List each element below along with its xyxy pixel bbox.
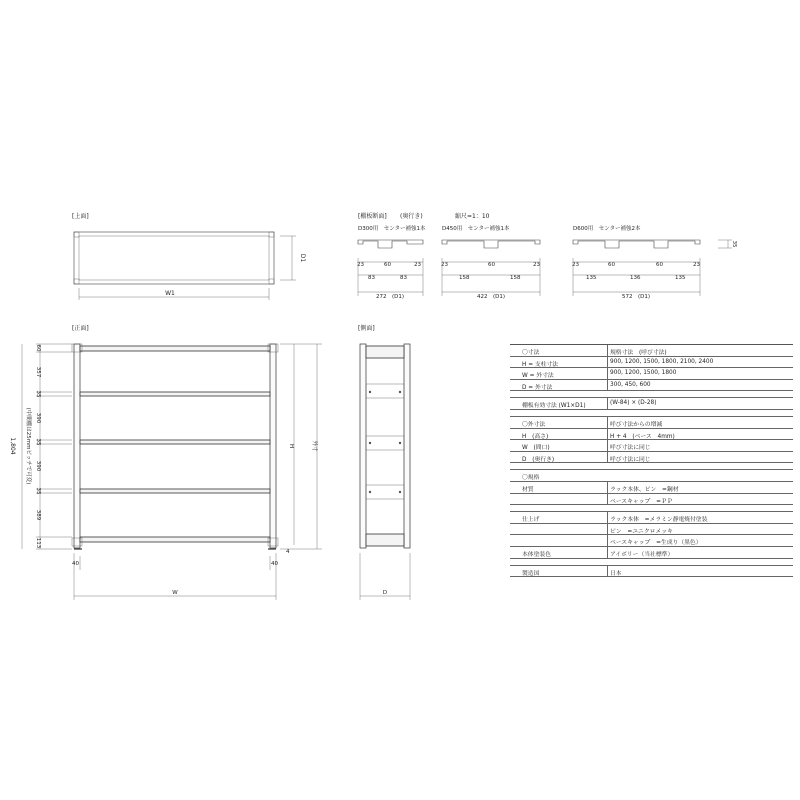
spec-row	[510, 452, 793, 464]
spec-key: 仕上げ	[522, 517, 540, 524]
spec-value: 日本	[610, 570, 622, 577]
d600-dim: 23	[693, 262, 700, 268]
spec-row	[510, 494, 793, 506]
spec-value: アイボリー（当社標準）	[610, 551, 674, 558]
front-left-dim: 35	[35, 487, 41, 495]
front-left-dim: 357	[35, 366, 41, 378]
spec-row	[510, 368, 793, 380]
spec-value: 900, 1200, 1500, 1800, 2100, 2400	[610, 358, 714, 365]
spec-row	[510, 547, 793, 559]
side-shelf	[366, 534, 404, 546]
front-view-title: [正面]	[72, 325, 89, 332]
section-depth-note: (奥行き)	[400, 213, 423, 220]
spec-key: 材質	[522, 486, 534, 493]
front-pitch-note: (中間棚は25mmピッチで可変)	[25, 407, 31, 485]
spec-row	[510, 398, 793, 410]
d1-label: D1	[299, 253, 306, 263]
d300-dim: 60	[384, 262, 391, 268]
d450-dim: 23	[441, 262, 448, 268]
top-view-title: [上面]	[72, 213, 89, 220]
front-left-post	[74, 344, 80, 548]
d600-profile	[573, 240, 700, 248]
front-left-dim: 390	[35, 460, 41, 472]
spec-row	[510, 524, 793, 536]
w1-label: W1	[165, 290, 175, 297]
d450-dim: 158	[459, 275, 470, 281]
spec-row	[510, 566, 793, 578]
spec-key: 〇規格	[522, 475, 540, 482]
side-shelf	[366, 346, 404, 358]
shelf-section	[357, 212, 737, 300]
spec-key: W = 外寸法	[522, 373, 554, 380]
d600-dim: 135	[675, 275, 686, 281]
d300-dim: 23	[414, 262, 421, 268]
front-left-dim: 389	[35, 509, 41, 521]
side-view-title: [側面]	[358, 325, 375, 332]
spec-value: ベースキャップ =生成り（黒色）	[610, 540, 702, 547]
top-view-shelf	[79, 236, 269, 280]
d300-caption: D300用 センター補強1本	[358, 226, 426, 232]
spec-key: D (奥行き)	[522, 456, 555, 463]
d600-total: 572 (D1)	[621, 294, 651, 300]
side-front-post	[360, 344, 366, 548]
spec-row	[510, 440, 793, 452]
top-view-post	[269, 232, 274, 237]
spec-key: 本体塗装色	[522, 551, 551, 558]
section-scale: 縮尺=1：10	[455, 213, 490, 220]
d300-dim: 83	[368, 275, 375, 281]
front-bottom-gap: 4	[286, 549, 290, 555]
front-w-label: W	[172, 590, 178, 596]
side-shelf	[366, 436, 404, 450]
spec-key: 製造国	[522, 570, 540, 577]
spec-value: ピン =ユニクロメッキ	[610, 528, 673, 535]
spec-row	[510, 429, 793, 441]
d600-dim: 135	[586, 275, 597, 281]
spec-value: 呼び寸法に同じ	[610, 445, 651, 452]
d300-profile	[358, 240, 423, 248]
spec-key: 〇寸法	[522, 350, 540, 356]
d300-dim: 23	[357, 262, 364, 268]
front-h-label: H	[288, 443, 294, 449]
front-shelf	[80, 440, 270, 444]
front-shelf	[80, 346, 270, 351]
spec-row	[510, 380, 793, 392]
section-title: [棚板断面]	[358, 213, 387, 220]
d300-dim: 83	[400, 275, 407, 281]
top-view-post	[74, 232, 79, 237]
front-left-dim: 60	[35, 344, 41, 352]
spec-value: ベースキャップ =ＰＰ	[610, 498, 673, 505]
spec-value: 900, 1200, 1500, 1800	[610, 370, 677, 377]
d450-total: 422 (D1)	[476, 294, 506, 300]
front-post-width: 40	[271, 561, 278, 567]
front-left-dim: 35	[35, 438, 41, 446]
front-post-width: 40	[72, 561, 79, 567]
spec-key: H (高さ)	[522, 433, 549, 440]
front-left-dim: 113	[35, 537, 41, 549]
d450-dim: 23	[533, 262, 540, 268]
d450-caption: D450用 センター補強1本	[442, 226, 510, 232]
spec-row	[510, 512, 793, 524]
spec-row	[510, 482, 793, 494]
front-view	[9, 324, 322, 600]
d600-dim: 136	[630, 275, 641, 281]
top-view-outline	[74, 232, 274, 284]
front-shelf	[80, 489, 270, 493]
d300-total: 272 (D1)	[375, 294, 405, 300]
spec-value: 呼び寸法に同じ	[610, 456, 651, 463]
side-shelf	[366, 485, 404, 499]
spec-value: ラック本体、ピン =鋼材	[610, 486, 679, 493]
spec-row	[510, 417, 793, 429]
spec-row	[510, 470, 793, 482]
spec-value: H + 4 (ベース 4mm)	[610, 433, 675, 440]
spec-value: (W-84) × (D-28)	[610, 400, 657, 407]
spec-key: H = 支柱寸法	[522, 361, 559, 368]
d600-dim: 23	[572, 262, 579, 268]
front-outer-label: 外寸	[311, 440, 317, 452]
spec-row	[510, 535, 793, 547]
d450-dim: 60	[488, 262, 495, 268]
spec-row	[510, 357, 793, 369]
front-shelf	[80, 537, 270, 542]
d600-caption: D600用 センター補強2本	[573, 226, 641, 232]
spec-value: ラック本体 =メラミン静電焼付塗装	[610, 517, 708, 524]
spec-key: 棚板有効寸法 (W1×D1)	[522, 403, 586, 410]
front-right-post	[270, 344, 276, 548]
front-total-height: 1,804	[9, 437, 16, 455]
spec-table	[510, 344, 793, 577]
side-shelf	[366, 384, 404, 398]
spec-row	[510, 345, 793, 357]
spec-key: 〇外寸法	[522, 421, 546, 428]
spec-value: 規格寸法 (呼び寸法)	[610, 350, 667, 356]
d600-dim: 60	[608, 262, 615, 268]
side-view	[358, 324, 410, 600]
spec-key: D = 外寸法	[522, 384, 553, 391]
d600-dim: 60	[656, 262, 663, 268]
front-left-dim: 390	[35, 412, 41, 424]
top-view-post	[74, 279, 79, 284]
spec-value: 300, 450, 600	[610, 381, 651, 388]
d450-profile	[442, 240, 540, 248]
top-view	[72, 212, 306, 300]
top-view-post	[269, 279, 274, 284]
side-d-label: D	[382, 590, 388, 596]
front-left-dim: 35	[35, 390, 41, 398]
spec-value: 呼び寸法からの増減	[610, 421, 663, 428]
side-rear-post	[404, 344, 410, 548]
spec-key: W (間口)	[522, 445, 550, 452]
section-height: 35	[731, 240, 737, 248]
front-shelf	[80, 392, 270, 396]
d450-dim: 158	[510, 275, 521, 281]
